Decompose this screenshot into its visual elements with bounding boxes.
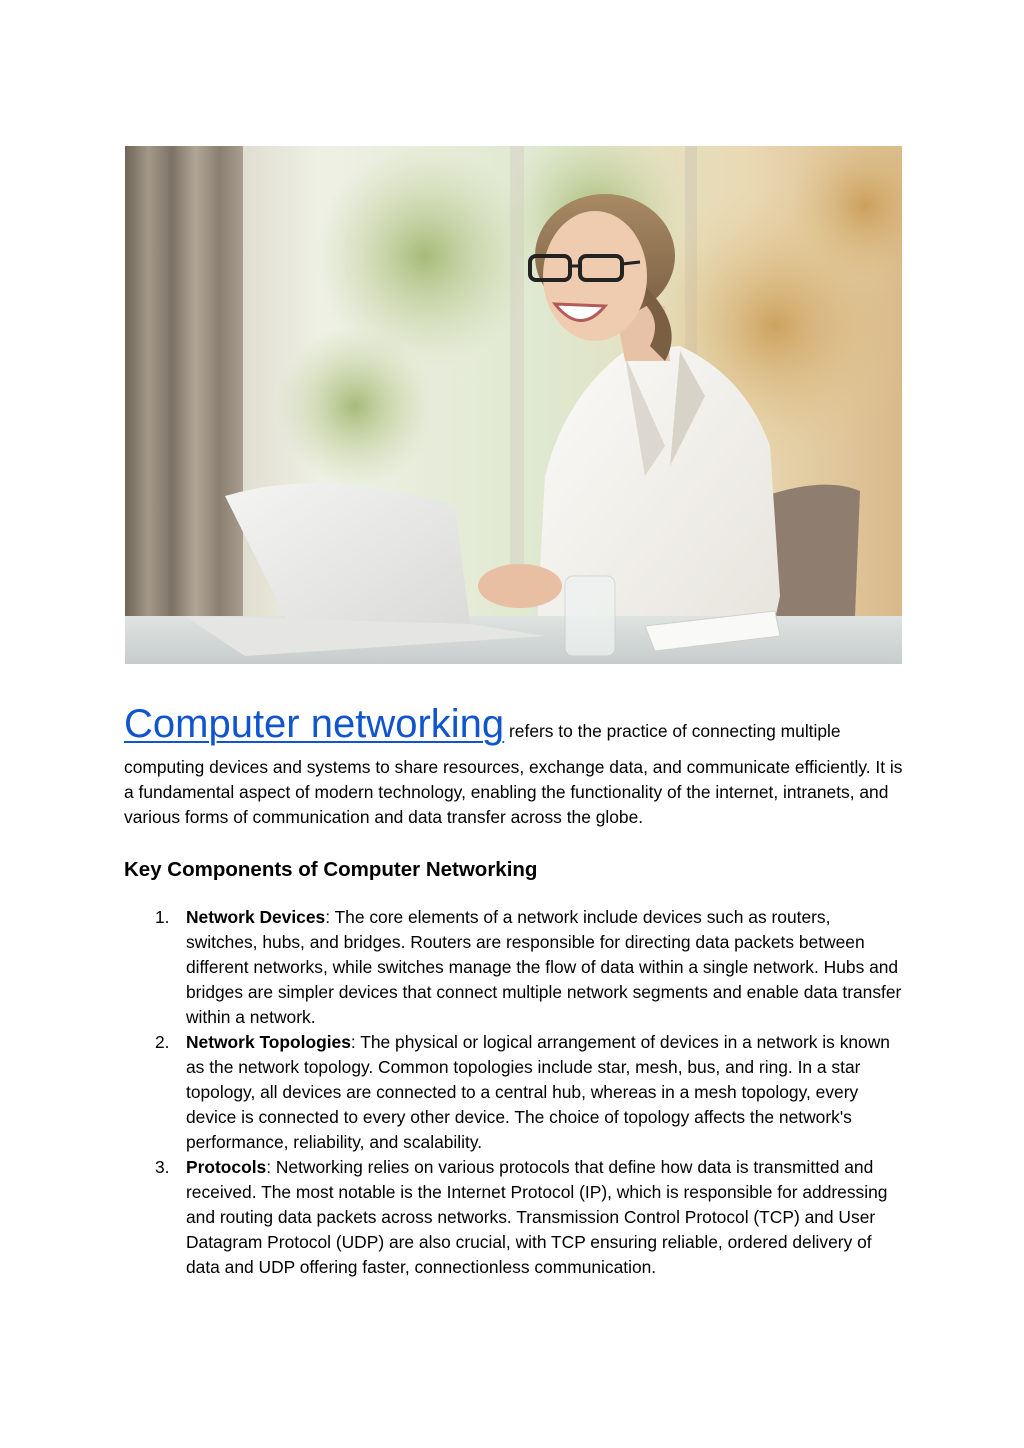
list-item (124, 1030, 904, 1155)
computer-networking-link[interactable]: Computer networking (124, 702, 505, 746)
list-item-number: 2. (155, 1032, 170, 1052)
components-list (124, 905, 904, 1280)
list-item-number: 3. (155, 1157, 170, 1177)
intro-first-line (124, 700, 904, 748)
list-item-text: : The core elements of a network include devices such as routers, switches, hubs, and bridges. Routers are responsible for directing data packets between different networks, while switches manage the flow of data within a single network. Hubs and bridges are simpler devices that connect multiple network segments and enable data transfer within a network. (186, 907, 902, 1027)
woman-at-laptop-photo (125, 146, 902, 664)
list-item-text: : Networking relies on various protocols that define how data is transmitted and received. The most notable is the Internet Protocol (IP), which is responsible for addressing and routing data packets across networks. Transmission Control Protocol (TCP) and User Datagram Protocol (UDP) are also crucial, with TCP ensuring reliable, ordered delivery of data and UDP offering faster, connectionless communication. (186, 1157, 888, 1277)
intro-body-text: computing devices and systems to share resources, exchange data, and communicate efficiently. It is a fundamental aspect of modern technology, enabling the functionality of the internet, intranets, and various forms of communication and data transfer across the globe. (124, 757, 903, 827)
list-item-term: Protocols (186, 1157, 267, 1177)
intro-paragraph (124, 700, 904, 830)
list-item (124, 905, 904, 1030)
list-item-text: : The physical or logical arrangement of devices in a network is known as the network topology. Common topologies include star, mesh, bus, and ring. In a star topology, all devices are connected to a central hub, whereas in a mesh topology, every device is connected to every other device. The choice of topology affects the network's performance, reliability, and scalability. (186, 1032, 890, 1152)
intro-first-line-text: refers to the practice of connecting multiple (504, 721, 841, 741)
list-item (124, 1155, 904, 1280)
list-item-term: Network Topologies (186, 1032, 351, 1052)
section-heading: Key Components of Computer Networking (124, 858, 538, 881)
list-item-number: 1. (155, 907, 170, 927)
list-item-term: Network Devices (186, 907, 326, 927)
